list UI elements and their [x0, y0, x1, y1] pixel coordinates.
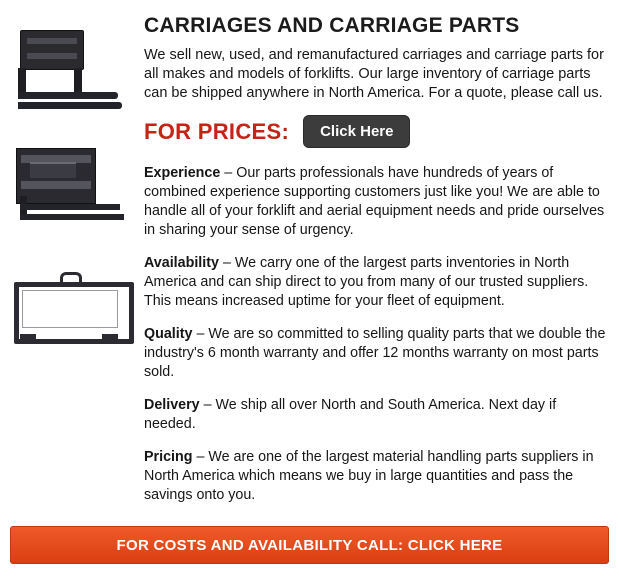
for-prices-label: FOR PRICES: — [144, 118, 290, 144]
fork-blade-upper-shape — [18, 92, 118, 99]
frame-left-foot-shape — [20, 334, 36, 342]
click-here-button[interactable]: Click Here — [303, 115, 410, 148]
footer-cta-banner[interactable]: FOR COSTS AND AVAILABILITY CALL: CLICK HERE — [10, 526, 609, 564]
feature-experience — [144, 164, 609, 240]
frame-inner-shape — [22, 290, 118, 328]
carriage-frame-image — [10, 266, 130, 358]
carriage-with-forks-image — [10, 146, 130, 238]
feature-quality — [144, 325, 609, 382]
feature-pricing — [144, 448, 609, 505]
product-image-column — [10, 8, 138, 386]
fork-blade-lower-shape — [20, 214, 124, 220]
carriage-left-bar-shape — [18, 68, 26, 94]
feature-pricing-text: – We are one of the largest material handling parts suppliers in North America which means we buy in large quantities and pass the savings onto you. — [144, 449, 594, 503]
fork-blade-lower-shape — [18, 102, 122, 109]
main-content — [138, 8, 609, 519]
feature-delivery-text: – We ship all over North and South America. Next day if needed. — [144, 397, 557, 432]
feature-availability-text: – We carry one of the largest parts inventories in North America and can ship direct to you from many of our trusted suppliers. This means increased uptime for your fleet of equipment. — [144, 255, 589, 309]
feature-delivery-heading: Delivery — [144, 397, 200, 413]
feature-pricing-heading: Pricing — [144, 449, 193, 465]
prices-call-to-action — [144, 115, 609, 148]
feature-experience-heading: Experience — [144, 165, 221, 181]
page-title: CARRIAGES AND CARRIAGE PARTS — [144, 14, 520, 37]
feature-experience-text: – Our parts professionals have hundreds of years of combined experience supporting customers just like you! We are able to handle all of your forklift and aerial equipment needs and pride ourselves in sharing your sense of urgency. — [144, 165, 605, 238]
carriage-hook-shape — [30, 162, 76, 178]
feature-availability-heading: Availability — [144, 255, 219, 271]
content-layout — [10, 8, 609, 519]
carriage-plate-shape — [20, 30, 84, 70]
feature-quality-heading: Quality — [144, 326, 193, 342]
fork-blade-upper-shape — [20, 204, 120, 210]
feature-availability — [144, 254, 609, 311]
feature-quality-text: – We are so committed to selling quality parts that we double the industry's 6 month warranty and offer 12 months warranty on most parts sold. — [144, 326, 606, 380]
feature-delivery — [144, 396, 609, 434]
frame-right-foot-shape — [102, 334, 118, 342]
intro-paragraph: We sell new, used, and remanufactured carriages and carriage parts for all makes and models of forklifts. Our large inventory of carriage parts can be shipped anywhere in North America. For a quote, please call us. — [144, 47, 604, 101]
carriage-right-bar-shape — [74, 68, 82, 94]
fork-carriage-image — [10, 26, 130, 118]
